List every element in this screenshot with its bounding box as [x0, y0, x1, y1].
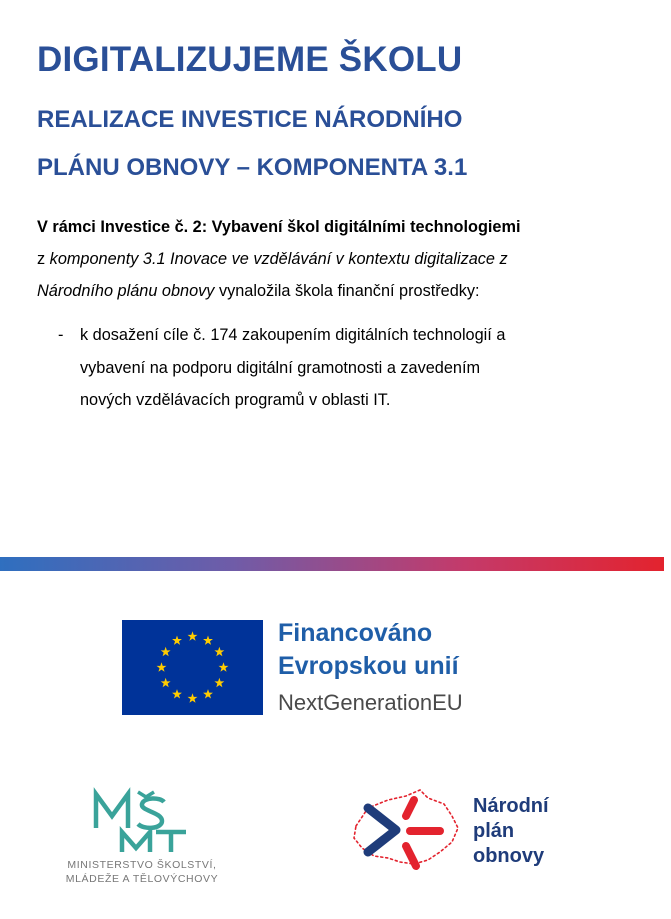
npo-name [473, 794, 549, 869]
paragraph-line-3-rest: vynaložila škola finanční prostředky: [214, 282, 480, 300]
eu-star-icon [188, 631, 198, 640]
msmt-name-line-2: MLÁDEŽE A TĚLOVÝCHOVY [65, 873, 219, 885]
eu-star-icon [214, 678, 224, 687]
eu-star-icon [219, 662, 229, 671]
bullet-line-3: nových vzdělávacích programů v oblasti IT. [80, 391, 391, 409]
eu-star-icon [203, 689, 213, 698]
subtitle-line-2: PLÁNU OBNOVY – KOMPONENTA 3.1 [37, 154, 468, 181]
eu-star-icon [161, 678, 171, 687]
eu-funded-line-2: Evropskou unií [278, 652, 459, 680]
npo-name-line-3: obnovy [473, 845, 545, 867]
subtitle-line-1: REALIZACE INVESTICE NÁRODNÍHO [37, 106, 463, 133]
investment-paragraph [37, 211, 637, 307]
eu-stars-circle [122, 620, 263, 715]
bullet-line-1: k dosažení cíle č. 174 zakoupením digitálních technologií a [80, 326, 506, 344]
npo-logo-icon [348, 786, 463, 881]
msmt-name-line-1: MINISTERSTVO ŠKOLSTVÍ, [67, 859, 217, 871]
bullet-line-2: vybavení na podporu digitální gramotnosti a zavedením [80, 358, 481, 377]
eu-star-icon [214, 647, 224, 656]
eu-funded-line-1: Financováno [278, 619, 433, 647]
paragraph-line-3-italic: Národního plánu obnovy [37, 282, 215, 300]
bullet-text [80, 319, 505, 417]
gradient-divider [0, 557, 664, 571]
msmt-name [42, 858, 242, 886]
eu-star-icon [172, 689, 182, 698]
msmt-logo-icon [90, 786, 200, 856]
eu-star-icon [161, 647, 171, 656]
npo-name-line-1: Národní [473, 795, 549, 817]
eu-star-icon [203, 635, 213, 644]
eu-nextgen-label: NextGenerationEU [278, 690, 463, 715]
eu-star-icon [157, 662, 167, 671]
paragraph-line-2-italic: komponenty 3.1 Inovace ve vzdělávání v kontextu digitalizace z [49, 250, 508, 268]
paragraph-line-3 [37, 275, 637, 307]
page-title: DIGITALIZUJEME ŠKOLU [37, 40, 463, 79]
paragraph-line-2 [37, 243, 637, 275]
eu-funding-text [278, 617, 463, 723]
paragraph-line-1: V rámci Investice č. 2: Vybavení škol digitálními technologiemi [37, 218, 521, 236]
eu-star-icon [172, 635, 182, 644]
bullet-dash: - [58, 326, 64, 344]
eu-flag-icon [122, 620, 263, 715]
paragraph-line-2-prefix: z [37, 250, 50, 268]
npo-name-line-2: plán [473, 820, 515, 842]
eu-star-icon [188, 693, 198, 702]
